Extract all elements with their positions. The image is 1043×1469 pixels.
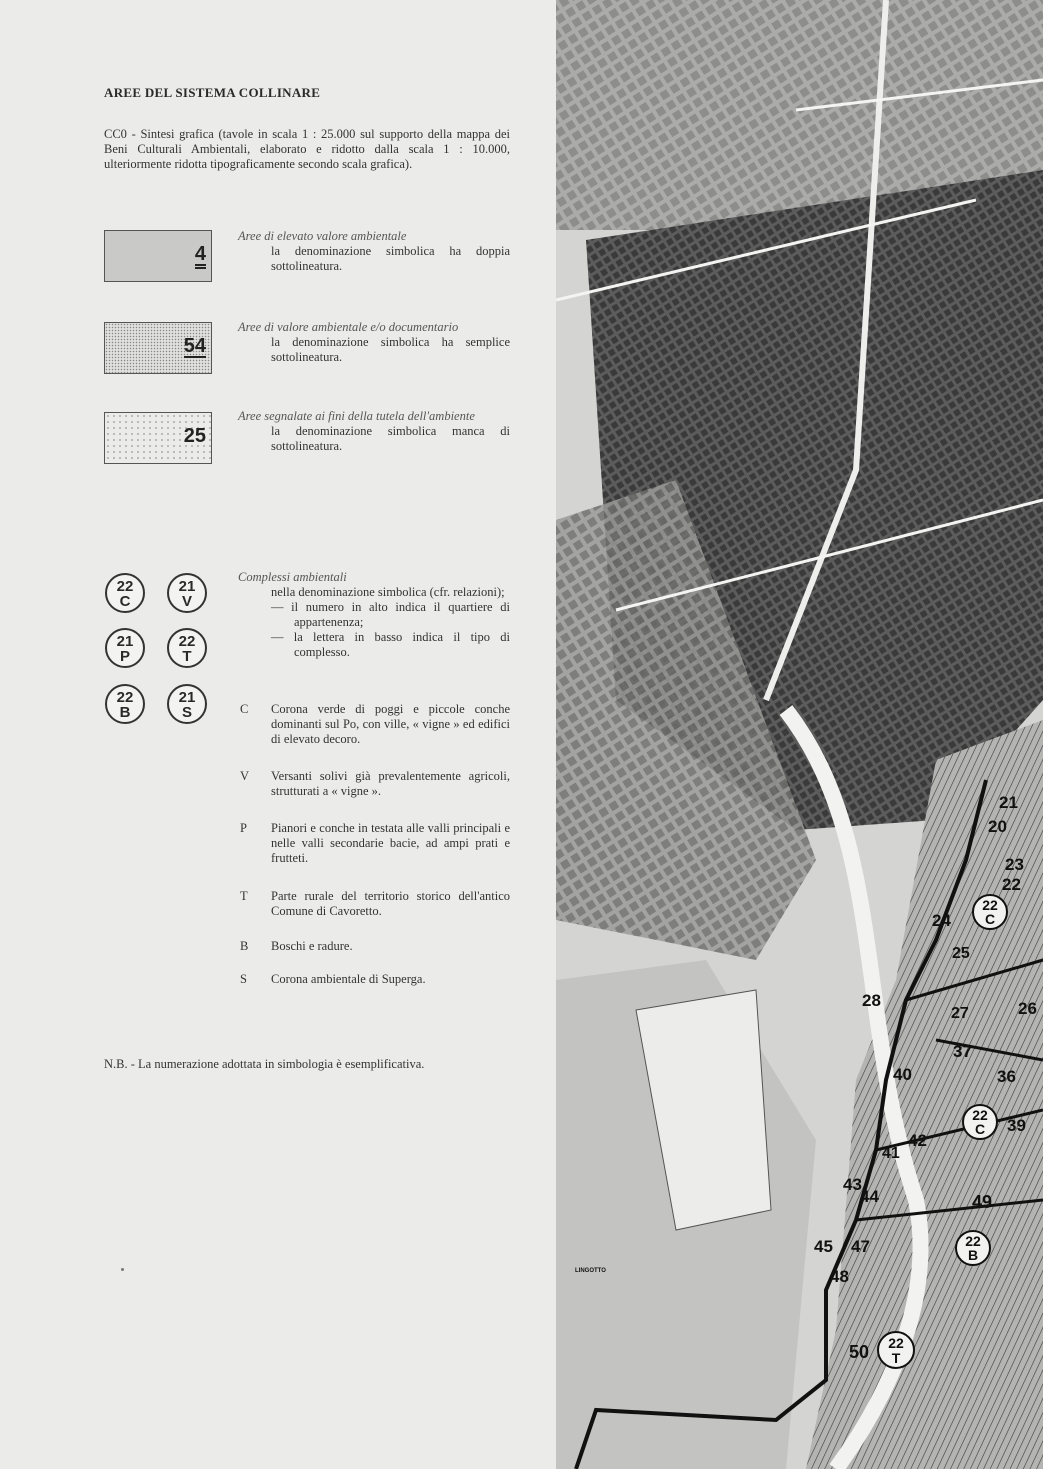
- map-image: [556, 0, 1043, 1469]
- type-key: T: [240, 889, 248, 903]
- badge-letter: C: [119, 593, 131, 610]
- legend-heading: Aree di valore ambientale e/o documentario: [238, 320, 459, 334]
- type-s: [238, 972, 510, 987]
- badge-letter: S: [181, 704, 192, 721]
- map-label-21: 21: [999, 793, 1018, 812]
- map-badge-letter: B: [967, 1247, 979, 1263]
- badge-letter: T: [182, 648, 192, 665]
- complessi-dash-1: — il numero in alto indica il quartiere di appartenenza;: [271, 600, 510, 629]
- complessi-heading: Complessi ambientali: [238, 570, 347, 584]
- map-label-49: 49: [972, 1192, 993, 1212]
- complex-badge: [167, 573, 207, 613]
- type-key: P: [240, 821, 247, 835]
- legend-heading: Aree di elevato valore ambientale: [238, 229, 407, 243]
- complex-badge: [105, 628, 145, 668]
- map-label-37: 37: [953, 1042, 972, 1061]
- map-label-25: 25: [952, 945, 970, 962]
- map-label-24: 24: [932, 911, 951, 930]
- legend-swatch-protection: [104, 412, 212, 464]
- map-label-lingotto: LINGOTTO: [575, 1268, 606, 1274]
- type-key: C: [240, 702, 249, 716]
- legend-text: la denominazione simbolica manca di sottolineatura.: [271, 424, 510, 453]
- legend-number: 4: [195, 244, 206, 269]
- legend-swatch-high-value: [104, 230, 212, 282]
- map-badge-number: 22: [888, 1335, 904, 1351]
- badge-number: 21: [178, 689, 196, 706]
- map-label-47: 47: [851, 1237, 870, 1256]
- intro-paragraph: CC0 - Sintesi grafica (tavole in scala 1 : 25.000 sul supporto della mappa dei Beni Culturali Ambientali, elaborato e ridotto dalla scala 1 : 10.000, ulteriormente ridotta tipograficamente secondo scala grafica).: [104, 127, 510, 171]
- map-badge-letter: C: [974, 1121, 986, 1137]
- type-v: [238, 769, 510, 799]
- type-t: [238, 889, 510, 919]
- map-label-27: 27: [951, 1005, 969, 1022]
- type-c: [238, 702, 510, 747]
- type-p: [238, 821, 510, 866]
- legend-desc-protection: [238, 409, 510, 454]
- legend-desc-value: [238, 320, 510, 365]
- badge-letter: B: [119, 704, 131, 721]
- map-label-50: 50: [849, 1342, 870, 1362]
- type-text: Versanti solivi già prevalentemente agricoli, strutturati a « vigne ».: [271, 769, 510, 798]
- map-label-42: 42: [908, 1131, 927, 1150]
- map-svg: [556, 0, 1043, 1469]
- map-badge-letter: T: [891, 1350, 901, 1366]
- legend-number: 54: [183, 335, 206, 357]
- badge-number: 21: [116, 633, 134, 650]
- map-badge-letter: C: [984, 911, 996, 927]
- badge-number: 22: [116, 578, 134, 595]
- map-label-41: 41: [882, 1145, 900, 1162]
- map-label-40: 40: [893, 1065, 912, 1084]
- complessi-text: nella denominazione simbolica (cfr. relazioni);: [271, 585, 505, 599]
- badge-number: 22: [178, 633, 196, 650]
- map-badge-number: 22: [965, 1233, 981, 1249]
- complex-badge: [167, 628, 207, 668]
- map-label-26: 26: [1018, 999, 1037, 1018]
- page-title: AREE DEL SISTEMA COLLINARE: [104, 85, 321, 100]
- map-label-43: 43: [843, 1175, 862, 1194]
- type-text: Pianori e conche in testata alle valli principali e nelle valli secondarie bacie, ad ampi prati e frutteti.: [271, 821, 510, 865]
- legend-text: la denominazione simbolica ha semplice sottolineatura.: [271, 335, 510, 364]
- legend-desc-high-value: [238, 229, 510, 274]
- footnote: N.B. - La numerazione adottata in simbologia è esemplificativa.: [104, 1057, 425, 1071]
- complessi-dash-2: — la lettera in basso indica il tipo di complesso.: [271, 630, 510, 659]
- badge-number: 21: [178, 578, 196, 595]
- legend-swatch-value: [104, 322, 212, 374]
- map-label-39: 39: [1007, 1116, 1026, 1135]
- map-badge-number: 22: [982, 897, 998, 913]
- map-label-45: 45: [814, 1237, 833, 1256]
- complex-badge: [105, 573, 145, 613]
- legend-heading: Aree segnalate ai fini della tutela dell'ambiente: [238, 409, 475, 423]
- legend-text: la denominazione simbolica ha doppia sottolineatura.: [271, 244, 510, 273]
- map-badge-number: 22: [972, 1107, 988, 1123]
- type-text: Parte rurale del territorio storico dell'antico Comune di Cavoretto.: [271, 889, 510, 918]
- type-b: [238, 939, 510, 954]
- print-speck: [121, 1268, 124, 1271]
- complex-badge: [105, 684, 145, 724]
- map-label-28: 28: [862, 991, 881, 1010]
- legend-number: 25: [183, 425, 206, 447]
- type-text: Boschi e radure.: [271, 939, 353, 953]
- complex-badge: [167, 684, 207, 724]
- badge-letter: V: [181, 593, 192, 610]
- map-label-20: 20: [988, 817, 1007, 836]
- type-key: V: [240, 769, 250, 783]
- type-key: S: [240, 972, 247, 986]
- map-label-22: 22: [1002, 875, 1021, 894]
- badge-letter: P: [119, 648, 130, 665]
- map-label-36: 36: [997, 1067, 1016, 1086]
- map-label-48: 48: [830, 1267, 849, 1286]
- type-text: Corona verde di poggi e piccole conche dominanti sul Po, con ville, « vigne » ed edifici di elevato decoro.: [271, 702, 510, 746]
- map-label-44: 44: [860, 1187, 879, 1206]
- complessi-description: [238, 570, 510, 660]
- type-key: B: [240, 939, 249, 953]
- type-text: Corona ambientale di Superga.: [271, 972, 426, 986]
- badge-number: 22: [116, 689, 134, 706]
- map-label-23: 23: [1005, 855, 1024, 874]
